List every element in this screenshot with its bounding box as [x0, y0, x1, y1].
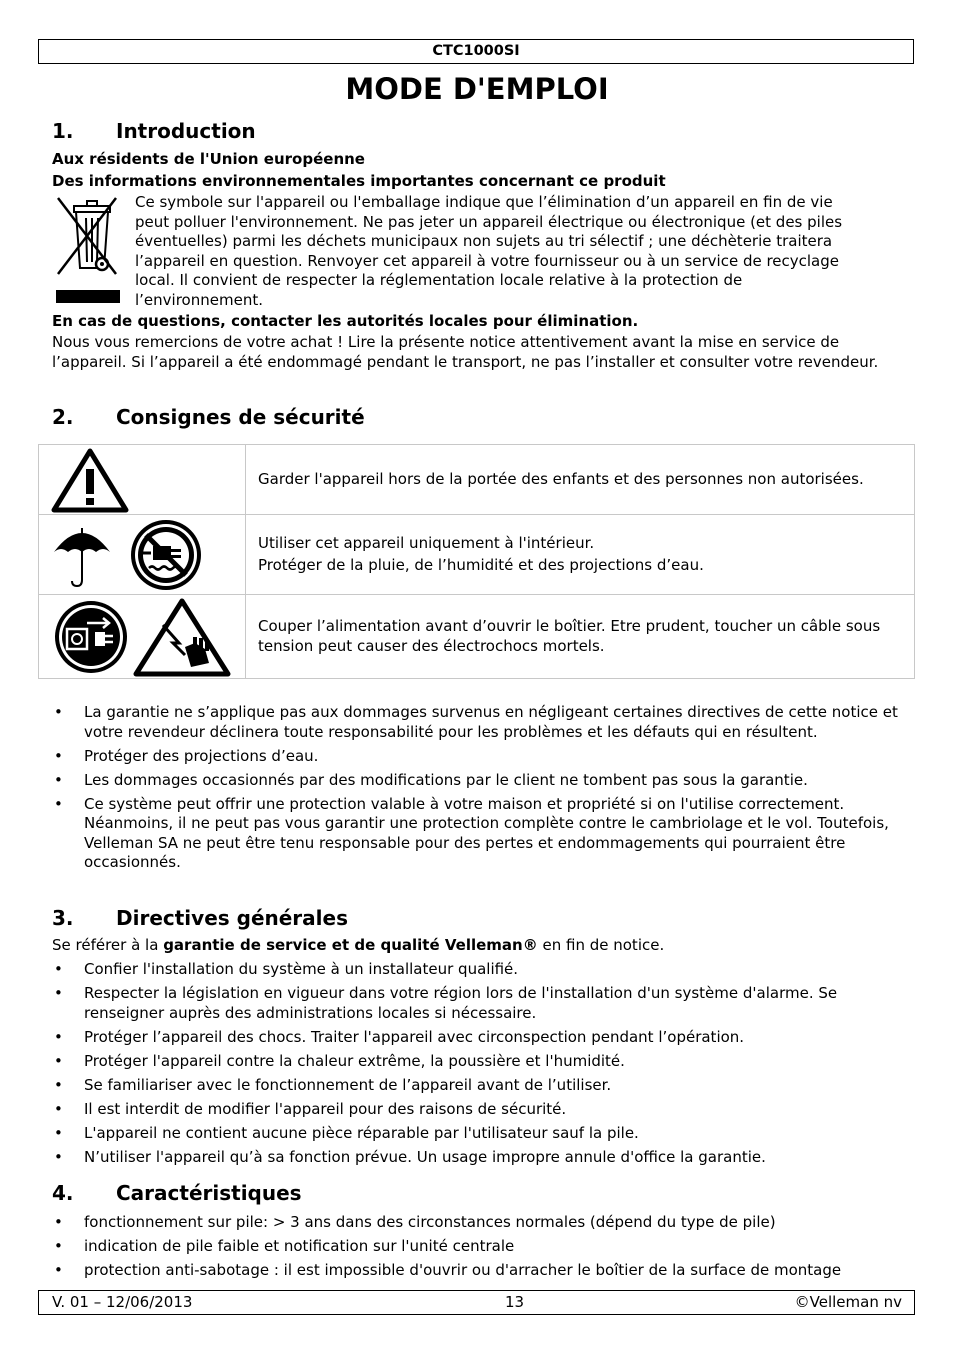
- list-item: • Protéger l’appareil des chocs. Traiter l'appareil avec circonspection pendant l’opération.: [52, 1028, 902, 1048]
- features-bullet-list: [52, 1213, 912, 1285]
- footer-copyright: ©Velleman nv: [794, 1293, 902, 1311]
- weee-line: éventuelles) parmi les déchets municipaux non sujets au tri sélectif ; une déchèterie traitera: [135, 232, 833, 250]
- weee-line: local. Il convient de respecter la réglementation locale relative à la protection de: [135, 271, 743, 289]
- directives-bullet-list: [52, 960, 902, 1172]
- list-item: • Protéger l'appareil contre la chaleur extrême, la poussière et l'humidité.: [52, 1052, 902, 1072]
- thanks-paragraph: Nous vous remercions de votre achat ! Lire la présente notice attentivement avant la mise en service de l’appareil. Si l’appareil a été endommagé pendant le transport, ne pas l’installer et consulter votre revendeur.: [52, 333, 879, 371]
- env-heading: Des informations environnementales importantes concernant ce produit: [52, 172, 666, 190]
- section-2-heading: [52, 404, 365, 430]
- safety-text: Protéger de la pluie, de l’humidité et des projections d’eau.: [258, 556, 704, 574]
- list-item: • protection anti-sabotage : il est impossible d'ouvrir ou d'arracher le boîtier de la surface de montage: [52, 1261, 912, 1281]
- unplug-icon: [53, 599, 129, 675]
- list-item: • indication de pile faible et notification sur l'unité centrale: [52, 1237, 912, 1257]
- list-item: • fonctionnement sur pile: > 3 ans dans des circonstances normales (dépend du type de pile): [52, 1213, 912, 1233]
- list-item: • N’utiliser l'appareil qu’à sa fonction prévue. Un usage impropre annule d'office la garantie.: [52, 1148, 902, 1168]
- warranty-reference: [52, 936, 902, 956]
- safety-text-cell: [246, 445, 915, 515]
- list-item: • L'appareil ne contient aucune pièce réparable par l'utilisateur sauf la pile.: [52, 1124, 902, 1144]
- electric-shock-icon: [133, 597, 231, 677]
- section-number: 2.: [52, 405, 74, 429]
- list-item: • Ce système peut offrir une protection valable à votre maison et propriété si on l'utilise correctement. Néanmoins, il ne peut pas vous garantir une protection complète contre le cambriolage et le vol. Toutefois, Velleman SA ne peut être tenu responsable pour des pertes et endommagements qui pourraient être occasionnés.: [52, 795, 902, 873]
- list-item: • La garantie ne s’applique pas aux dommages survenus en négligeant certaines directives de cette notice et votre revendeur déclinera toute responsabilité pour les problèmes et les défauts qui en résultent.: [52, 703, 902, 742]
- safety-icon-cell: [39, 445, 246, 515]
- warning-triangle-icon: [51, 447, 129, 513]
- section-4-heading: [52, 1180, 302, 1206]
- warranty-ref-pre: Se référer à la: [52, 936, 164, 954]
- safety-row: [39, 515, 915, 595]
- safety-table: [38, 444, 915, 679]
- footer-version: V. 01 – 12/06/2013: [52, 1293, 193, 1311]
- section-3-heading: [52, 905, 348, 931]
- section-number: 3.: [52, 906, 74, 930]
- section-title: Directives générales: [116, 906, 348, 930]
- section-title: Consignes de sécurité: [116, 405, 365, 429]
- list-item: • Il est interdit de modifier l'appareil pour des raisons de sécurité.: [52, 1100, 902, 1120]
- section-1-heading: [52, 118, 256, 144]
- section-title: Introduction: [116, 119, 256, 143]
- crossed-bin-icon: [54, 194, 120, 306]
- safety-icon-cell: [39, 595, 246, 679]
- weee-line: l’environnement.: [135, 290, 263, 309]
- safety-icon-cell: [39, 515, 246, 595]
- list-item: • Se familiariser avec le fonctionnement de l’appareil avant de l’utiliser.: [52, 1076, 902, 1096]
- list-item: • Les dommages occasionnés par des modifications par le client ne tombent pas sous la garantie.: [52, 771, 902, 791]
- list-item: • Confier l'installation du système à un installateur qualifié.: [52, 960, 902, 980]
- warranty-ref-bold: garantie de service et de qualité Velleman®: [163, 936, 538, 954]
- umbrella-icon: [51, 522, 113, 588]
- safety-text: Utiliser cet appareil uniquement à l'intérieur.: [258, 533, 595, 552]
- eu-heading: Aux résidents de l'Union européenne: [52, 150, 365, 168]
- section-number: 1.: [52, 119, 74, 143]
- section-number: 4.: [52, 1181, 74, 1205]
- questions-note: En cas de questions, contacter les autorités locales pour élimination.: [52, 312, 639, 330]
- weee-line: Ce symbole sur l'appareil ou l'emballage indique que l’élimination d’un appareil en fin de vie: [135, 193, 833, 211]
- safety-row: [39, 445, 915, 515]
- list-item: • Respecter la législation en vigueur dans votre région lors de l'installation d'un système d'alarme. Se renseigner auprès des administrations locales si nécessaire.: [52, 984, 902, 1023]
- page-footer: [38, 1290, 915, 1315]
- no-water-icon: [129, 518, 203, 592]
- weee-text: [135, 193, 905, 310]
- safety-text: Garder l'appareil hors de la portée des enfants et des personnes non autorisées.: [258, 469, 864, 488]
- footer-page-number: 13: [505, 1293, 525, 1311]
- safety-text: Couper l’alimentation avant d’ouvrir le boîtier. Etre prudent, toucher un câble sous tension peut causer des électrochocs mortels.: [258, 617, 881, 655]
- weee-line: peut polluer l'environnement. Ne pas jeter un appareil électrique ou électronique (et des piles: [135, 212, 843, 231]
- weee-line: l’appareil en question. Renvoyer cet appareil à votre fournisseur ou à un service de recyclage: [135, 251, 840, 270]
- safety-text-cell: [246, 515, 915, 595]
- safety-bullet-list: [52, 703, 902, 877]
- header-model: CTC1000SI: [38, 39, 914, 64]
- section-title: Caractéristiques: [116, 1181, 302, 1205]
- warranty-ref-post: en fin de notice.: [537, 936, 665, 954]
- list-item: • Protéger des projections d’eau.: [52, 747, 902, 767]
- page-title: MODE D'EMPLOI: [345, 72, 609, 106]
- safety-row: [39, 595, 915, 679]
- safety-text-cell: [246, 595, 915, 679]
